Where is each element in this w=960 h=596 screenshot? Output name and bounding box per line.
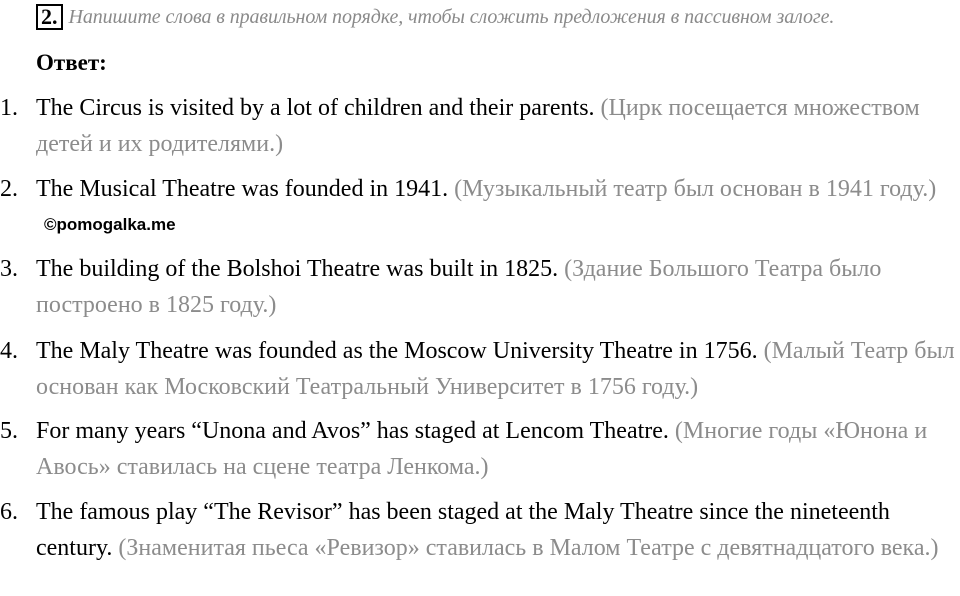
task-instruction: Напишите слова в правильном порядке, чтобы сложить предложения в пассивном залоге.	[68, 5, 835, 28]
answer-item-3	[0, 251, 958, 323]
item-number: 2.	[0, 176, 18, 202]
item-number: 5.	[0, 418, 18, 444]
answer-item-4	[0, 333, 958, 405]
task-header	[36, 4, 834, 30]
item-number: 3.	[0, 256, 18, 282]
task-number: 2.	[36, 4, 63, 30]
answer-item-1	[0, 90, 958, 162]
answer-item-2	[0, 171, 958, 244]
answer-item-5	[0, 413, 958, 485]
answer-label: Ответ:	[36, 50, 107, 75]
russian-translation: (Знаменитая пьеса «Ревизор» ставилась в Малом Театре с девятнадцатого века.)	[118, 535, 939, 561]
english-sentence: The building of the Bolshoi Theatre was built in 1825.	[36, 256, 559, 282]
english-sentence: The Maly Theatre was founded as the Moscow University Theatre in 1756.	[36, 338, 758, 364]
english-sentence: The Circus is visited by a lot of children and their parents.	[36, 95, 595, 121]
watermark: ©pomogalka.me	[44, 215, 176, 234]
russian-translation: (Малый Театр был основан как Московский Театральный Университет в 1756 году.)	[36, 338, 955, 400]
answer-item-6	[0, 494, 958, 566]
item-number: 1.	[0, 95, 18, 121]
english-sentence: The famous play “The Revisor” has been staged at the Maly Theatre since the nineteenth century.	[36, 499, 890, 561]
item-number: 4.	[0, 338, 18, 364]
russian-translation: (Здание Большого Театра было построено в 1825 году.)	[36, 256, 882, 318]
item-number: 6.	[0, 499, 18, 525]
russian-translation: (Цирк посещается множеством детей и их родителями.)	[36, 95, 920, 157]
russian-translation: (Многие годы «Юнона и Авось» ставилась на сцене театра Ленкома.)	[36, 418, 928, 480]
english-sentence: For many years “Unona and Avos” has staged at Lencom Theatre.	[36, 418, 669, 444]
english-sentence: The Musical Theatre was founded in 1941.	[36, 176, 449, 202]
russian-translation: (Музыкальный театр был основан в 1941 году.)	[454, 176, 937, 202]
